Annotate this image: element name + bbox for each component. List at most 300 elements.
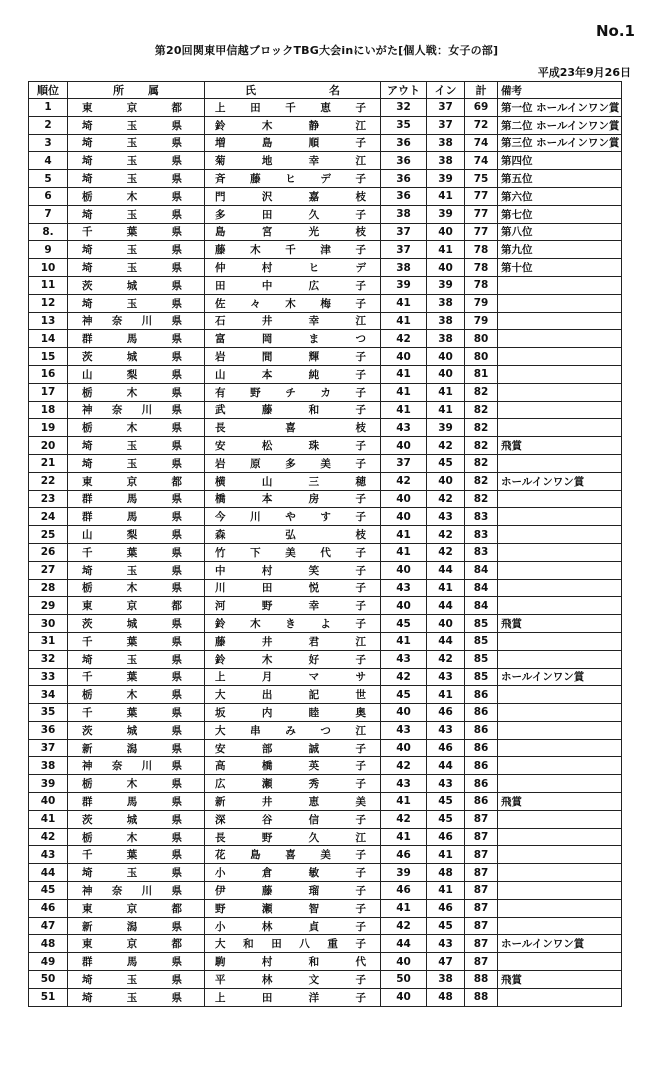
table-row	[29, 988, 622, 1006]
cell-out: 36	[381, 152, 427, 170]
cell-note	[498, 632, 622, 650]
cell-affiliation: 新潟県	[68, 739, 205, 757]
cell-affiliation: 茨城県	[68, 276, 205, 294]
cell-out: 41	[381, 365, 427, 383]
cell-rank: 36	[29, 721, 68, 739]
cell-out: 42	[381, 757, 427, 775]
header-out: アウト	[381, 82, 427, 99]
cell-note	[498, 828, 622, 846]
cell-affiliation: 千葉県	[68, 223, 205, 241]
cell-note	[498, 579, 622, 597]
table-row	[29, 383, 622, 401]
cell-in: 42	[427, 526, 465, 544]
cell-rank: 26	[29, 543, 68, 561]
cell-in: 41	[427, 383, 465, 401]
cell-name: 有野チカ子	[205, 383, 381, 401]
cell-in: 41	[427, 187, 465, 205]
table-row	[29, 704, 622, 722]
cell-name: 島宮光枝	[205, 223, 381, 241]
cell-total: 82	[465, 454, 498, 472]
table-row	[29, 810, 622, 828]
header-in: イン	[427, 82, 465, 99]
table-row	[29, 953, 622, 971]
cell-name: 大和田八重子	[205, 935, 381, 953]
cell-in: 37	[427, 99, 465, 117]
cell-out: 45	[381, 615, 427, 633]
table-row	[29, 846, 622, 864]
cell-note	[498, 276, 622, 294]
cell-out: 40	[381, 348, 427, 366]
cell-total: 72	[465, 116, 498, 134]
cell-note: 第一位 ホールインワン賞	[498, 99, 622, 117]
cell-note	[498, 294, 622, 312]
cell-rank: 24	[29, 508, 68, 526]
table-row	[29, 419, 622, 437]
cell-affiliation: 山梨県	[68, 526, 205, 544]
cell-rank: 43	[29, 846, 68, 864]
cell-rank: 14	[29, 330, 68, 348]
cell-affiliation: 埼玉県	[68, 152, 205, 170]
cell-affiliation: 埼玉県	[68, 205, 205, 223]
cell-name: 増島順子	[205, 134, 381, 152]
cell-affiliation: 埼玉県	[68, 561, 205, 579]
cell-affiliation: 埼玉県	[68, 294, 205, 312]
cell-total: 80	[465, 348, 498, 366]
cell-rank: 4	[29, 152, 68, 170]
cell-name: 今川やす子	[205, 508, 381, 526]
cell-rank: 32	[29, 650, 68, 668]
cell-name: 伊藤瑠子	[205, 882, 381, 900]
cell-rank: 17	[29, 383, 68, 401]
cell-in: 46	[427, 899, 465, 917]
cell-affiliation: 東京都	[68, 597, 205, 615]
cell-rank: 48	[29, 935, 68, 953]
cell-total: 86	[465, 686, 498, 704]
cell-note	[498, 597, 622, 615]
cell-name: 横山三穂	[205, 472, 381, 490]
cell-note	[498, 312, 622, 330]
cell-in: 41	[427, 846, 465, 864]
cell-name: 富岡まつ	[205, 330, 381, 348]
cell-note	[498, 864, 622, 882]
cell-affiliation: 東京都	[68, 899, 205, 917]
table-row	[29, 401, 622, 419]
cell-name: 花島喜美子	[205, 846, 381, 864]
cell-total: 87	[465, 864, 498, 882]
table-row	[29, 187, 622, 205]
cell-rank: 1	[29, 99, 68, 117]
cell-name: 大串みつ江	[205, 721, 381, 739]
cell-affiliation: 埼玉県	[68, 170, 205, 188]
cell-note: 第七位	[498, 205, 622, 223]
cell-total: 82	[465, 437, 498, 455]
cell-total: 80	[465, 330, 498, 348]
table-row	[29, 170, 622, 188]
cell-note	[498, 543, 622, 561]
cell-affiliation: 神奈川県	[68, 882, 205, 900]
cell-in: 37	[427, 116, 465, 134]
cell-in: 48	[427, 864, 465, 882]
cell-rank: 21	[29, 454, 68, 472]
cell-rank: 8.	[29, 223, 68, 241]
cell-affiliation: 東京都	[68, 935, 205, 953]
cell-note: 第五位	[498, 170, 622, 188]
cell-rank: 47	[29, 917, 68, 935]
cell-out: 44	[381, 935, 427, 953]
cell-total: 87	[465, 935, 498, 953]
cell-name: 平林文子	[205, 971, 381, 989]
cell-out: 42	[381, 330, 427, 348]
cell-total: 87	[465, 899, 498, 917]
cell-in: 38	[427, 294, 465, 312]
cell-name: 小倉敏子	[205, 864, 381, 882]
cell-name: 岩間輝子	[205, 348, 381, 366]
cell-total: 83	[465, 526, 498, 544]
cell-rank: 2	[29, 116, 68, 134]
cell-out: 43	[381, 721, 427, 739]
table-row	[29, 454, 622, 472]
cell-note	[498, 882, 622, 900]
cell-name: 竹下美代子	[205, 543, 381, 561]
table-row	[29, 276, 622, 294]
cell-affiliation: 神奈川県	[68, 312, 205, 330]
cell-affiliation: 東京都	[68, 99, 205, 117]
cell-name: 上田洋子	[205, 988, 381, 1006]
cell-affiliation: 栃木県	[68, 383, 205, 401]
cell-rank: 39	[29, 775, 68, 793]
cell-out: 50	[381, 971, 427, 989]
cell-rank: 13	[29, 312, 68, 330]
cell-rank: 19	[29, 419, 68, 437]
cell-name: 森弘枝	[205, 526, 381, 544]
cell-out: 39	[381, 864, 427, 882]
cell-affiliation: 埼玉県	[68, 971, 205, 989]
cell-name: 川田悦子	[205, 579, 381, 597]
cell-total: 85	[465, 632, 498, 650]
cell-rank: 12	[29, 294, 68, 312]
cell-affiliation: 栃木県	[68, 686, 205, 704]
table-row	[29, 686, 622, 704]
cell-name: 中村笑子	[205, 561, 381, 579]
cell-note	[498, 988, 622, 1006]
cell-out: 37	[381, 454, 427, 472]
table-row	[29, 882, 622, 900]
cell-affiliation: 千葉県	[68, 668, 205, 686]
cell-in: 38	[427, 312, 465, 330]
cell-note	[498, 917, 622, 935]
cell-total: 82	[465, 472, 498, 490]
cell-affiliation: 埼玉県	[68, 259, 205, 277]
table-row	[29, 294, 622, 312]
cell-name: 橋本房子	[205, 490, 381, 508]
cell-total: 87	[465, 810, 498, 828]
cell-in: 38	[427, 971, 465, 989]
cell-affiliation: 埼玉県	[68, 650, 205, 668]
cell-rank: 31	[29, 632, 68, 650]
cell-affiliation: 茨城県	[68, 810, 205, 828]
cell-total: 77	[465, 187, 498, 205]
cell-note	[498, 365, 622, 383]
cell-out: 42	[381, 917, 427, 935]
cell-rank: 5	[29, 170, 68, 188]
cell-out: 46	[381, 846, 427, 864]
cell-name: 斉藤ヒデ子	[205, 170, 381, 188]
cell-in: 44	[427, 757, 465, 775]
cell-note: ホールインワン賞	[498, 668, 622, 686]
cell-out: 41	[381, 543, 427, 561]
cell-name: 安部誠子	[205, 739, 381, 757]
cell-total: 69	[465, 99, 498, 117]
cell-total: 86	[465, 721, 498, 739]
cell-out: 41	[381, 401, 427, 419]
cell-name: 広瀬秀子	[205, 775, 381, 793]
cell-affiliation: 群馬県	[68, 508, 205, 526]
cell-in: 46	[427, 704, 465, 722]
cell-total: 82	[465, 383, 498, 401]
cell-rank: 30	[29, 615, 68, 633]
cell-rank: 16	[29, 365, 68, 383]
cell-affiliation: 栃木県	[68, 579, 205, 597]
cell-rank: 23	[29, 490, 68, 508]
table-row	[29, 259, 622, 277]
cell-total: 85	[465, 615, 498, 633]
cell-total: 78	[465, 241, 498, 259]
cell-affiliation: 栃木県	[68, 187, 205, 205]
cell-total: 86	[465, 775, 498, 793]
table-row	[29, 668, 622, 686]
cell-out: 36	[381, 170, 427, 188]
cell-name: 鈴木静江	[205, 116, 381, 134]
cell-total: 87	[465, 882, 498, 900]
cell-out: 40	[381, 953, 427, 971]
table-row	[29, 632, 622, 650]
cell-out: 41	[381, 793, 427, 811]
table-row	[29, 472, 622, 490]
table-row	[29, 348, 622, 366]
cell-affiliation: 新潟県	[68, 917, 205, 935]
cell-note	[498, 739, 622, 757]
cell-name: 坂内睦奥	[205, 704, 381, 722]
cell-note: 第九位	[498, 241, 622, 259]
cell-note	[498, 561, 622, 579]
table-row	[29, 579, 622, 597]
cell-in: 39	[427, 419, 465, 437]
cell-out: 41	[381, 383, 427, 401]
cell-out: 43	[381, 579, 427, 597]
cell-out: 38	[381, 259, 427, 277]
cell-rank: 42	[29, 828, 68, 846]
cell-in: 44	[427, 597, 465, 615]
cell-affiliation: 埼玉県	[68, 134, 205, 152]
cell-rank: 50	[29, 971, 68, 989]
cell-note	[498, 650, 622, 668]
cell-affiliation: 東京都	[68, 472, 205, 490]
cell-rank: 51	[29, 988, 68, 1006]
cell-total: 77	[465, 205, 498, 223]
cell-out: 42	[381, 668, 427, 686]
cell-note	[498, 899, 622, 917]
cell-affiliation: 千葉県	[68, 704, 205, 722]
cell-out: 41	[381, 312, 427, 330]
cell-in: 42	[427, 543, 465, 561]
cell-note	[498, 526, 622, 544]
cell-rank: 49	[29, 953, 68, 971]
cell-note: 第八位	[498, 223, 622, 241]
cell-name: 上月マサ	[205, 668, 381, 686]
cell-out: 41	[381, 899, 427, 917]
cell-in: 40	[427, 365, 465, 383]
cell-affiliation: 群馬県	[68, 953, 205, 971]
cell-total: 82	[465, 490, 498, 508]
cell-out: 43	[381, 650, 427, 668]
cell-in: 39	[427, 205, 465, 223]
cell-affiliation: 茨城県	[68, 348, 205, 366]
cell-note	[498, 686, 622, 704]
cell-name: 仲村ヒデ	[205, 259, 381, 277]
cell-rank: 40	[29, 793, 68, 811]
cell-name: 石井幸江	[205, 312, 381, 330]
cell-out: 41	[381, 632, 427, 650]
cell-total: 86	[465, 739, 498, 757]
cell-affiliation: 神奈川県	[68, 401, 205, 419]
cell-total: 77	[465, 223, 498, 241]
cell-out: 41	[381, 294, 427, 312]
table-row	[29, 205, 622, 223]
cell-in: 38	[427, 134, 465, 152]
cell-total: 84	[465, 579, 498, 597]
table-row	[29, 721, 622, 739]
cell-out: 40	[381, 508, 427, 526]
cell-in: 40	[427, 223, 465, 241]
results-table	[28, 81, 622, 1007]
cell-total: 81	[465, 365, 498, 383]
cell-total: 87	[465, 953, 498, 971]
cell-in: 45	[427, 917, 465, 935]
cell-name: 藤木千津子	[205, 241, 381, 259]
table-row	[29, 223, 622, 241]
table-row	[29, 899, 622, 917]
cell-total: 86	[465, 704, 498, 722]
table-row	[29, 543, 622, 561]
cell-affiliation: 茨城県	[68, 615, 205, 633]
cell-total: 78	[465, 276, 498, 294]
cell-name: 上田千恵子	[205, 99, 381, 117]
cell-affiliation: 茨城県	[68, 721, 205, 739]
cell-out: 46	[381, 882, 427, 900]
cell-note	[498, 401, 622, 419]
cell-in: 41	[427, 686, 465, 704]
cell-total: 74	[465, 134, 498, 152]
table-row	[29, 330, 622, 348]
cell-affiliation: 栃木県	[68, 828, 205, 846]
cell-out: 40	[381, 561, 427, 579]
cell-in: 39	[427, 276, 465, 294]
cell-note	[498, 490, 622, 508]
cell-affiliation: 千葉県	[68, 543, 205, 561]
cell-affiliation: 埼玉県	[68, 454, 205, 472]
cell-name: 岩原多美子	[205, 454, 381, 472]
cell-rank: 27	[29, 561, 68, 579]
table-row	[29, 775, 622, 793]
cell-affiliation: 千葉県	[68, 632, 205, 650]
cell-affiliation: 埼玉県	[68, 241, 205, 259]
cell-name: 菊地幸江	[205, 152, 381, 170]
cell-note	[498, 953, 622, 971]
document-title: 第20回関東甲信越ブロックTBG大会inにいがた[個人戦：女子の部]	[154, 44, 499, 57]
cell-affiliation: 山梨県	[68, 365, 205, 383]
cell-name: 長野久江	[205, 828, 381, 846]
cell-in: 40	[427, 259, 465, 277]
cell-in: 42	[427, 650, 465, 668]
cell-in: 48	[427, 988, 465, 1006]
cell-note: 第十位	[498, 259, 622, 277]
cell-note	[498, 348, 622, 366]
cell-out: 42	[381, 810, 427, 828]
cell-note	[498, 757, 622, 775]
cell-out: 42	[381, 472, 427, 490]
cell-note: ホールインワン賞	[498, 472, 622, 490]
cell-in: 46	[427, 828, 465, 846]
cell-total: 74	[465, 152, 498, 170]
table-row	[29, 526, 622, 544]
cell-name: 小林貞子	[205, 917, 381, 935]
cell-affiliation: 埼玉県	[68, 988, 205, 1006]
cell-name: 鈴木好子	[205, 650, 381, 668]
cell-rank: 37	[29, 739, 68, 757]
cell-out: 35	[381, 116, 427, 134]
cell-name: 深谷信子	[205, 810, 381, 828]
results-body	[29, 99, 622, 1007]
cell-name: 安松珠子	[205, 437, 381, 455]
cell-in: 40	[427, 472, 465, 490]
table-row	[29, 757, 622, 775]
cell-note	[498, 810, 622, 828]
cell-total: 87	[465, 846, 498, 864]
header-note: 備考	[498, 82, 622, 99]
cell-rank: 28	[29, 579, 68, 597]
cell-rank: 7	[29, 205, 68, 223]
cell-in: 41	[427, 882, 465, 900]
cell-name: 門沢嘉枝	[205, 187, 381, 205]
cell-note: 飛賞	[498, 971, 622, 989]
table-row	[29, 312, 622, 330]
cell-out: 40	[381, 597, 427, 615]
cell-out: 37	[381, 241, 427, 259]
cell-rank: 11	[29, 276, 68, 294]
document-date: 平成23年9月26日	[537, 66, 631, 79]
cell-name: 野瀬智子	[205, 899, 381, 917]
cell-in: 38	[427, 152, 465, 170]
cell-in: 43	[427, 668, 465, 686]
cell-in: 45	[427, 810, 465, 828]
cell-affiliation: 神奈川県	[68, 757, 205, 775]
cell-total: 78	[465, 259, 498, 277]
cell-name: 武藤和子	[205, 401, 381, 419]
table-row	[29, 134, 622, 152]
cell-note	[498, 419, 622, 437]
cell-in: 44	[427, 561, 465, 579]
cell-total: 85	[465, 668, 498, 686]
table-row	[29, 917, 622, 935]
cell-name: 駒村和代	[205, 953, 381, 971]
cell-out: 43	[381, 775, 427, 793]
table-row	[29, 864, 622, 882]
table-header-row	[29, 82, 622, 99]
table-row	[29, 152, 622, 170]
cell-in: 40	[427, 348, 465, 366]
cell-note: 飛賞	[498, 793, 622, 811]
cell-note: ホールインワン賞	[498, 935, 622, 953]
